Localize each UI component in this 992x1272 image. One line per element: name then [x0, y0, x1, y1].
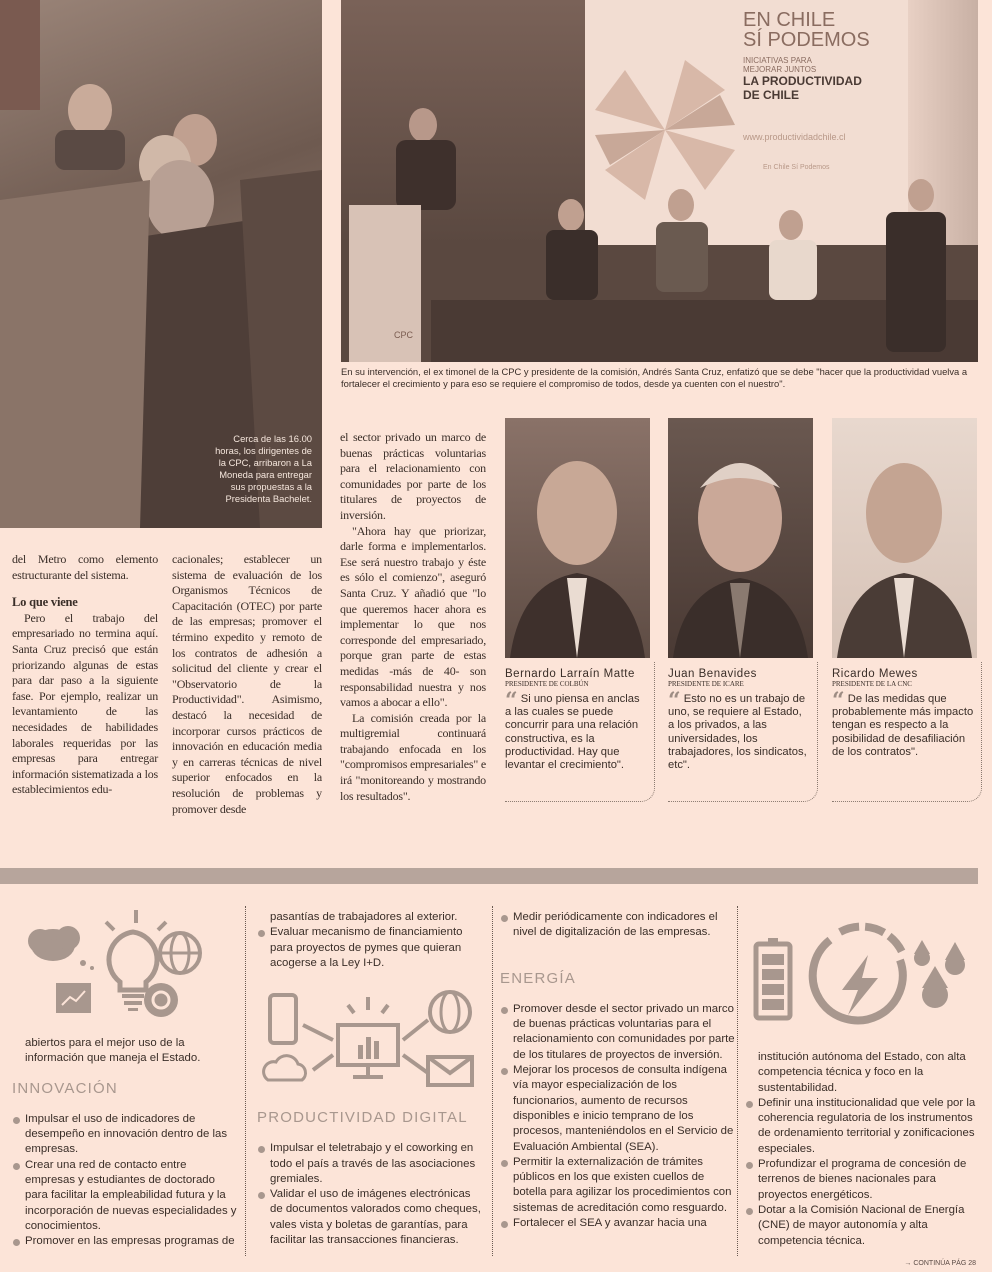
- box-column-3: [500, 910, 735, 1231]
- quote-mark-icon: “: [505, 688, 518, 714]
- quote-name: Bernardo Larraín Matte: [505, 668, 635, 680]
- list-item: Promover desde el sector privado un marco de buenas prácticas voluntarias para el relacionamiento con comunidades por parte de los titulares de proyectos de inversión.: [500, 1002, 735, 1063]
- digital-productivity-icon: [258, 985, 478, 1090]
- photo-productivity-event: [341, 0, 978, 362]
- list-item: Impulsar el teletrabajo y el coworking en todo el país a través de las asociaciones gremiales.: [257, 1141, 482, 1187]
- photo-la-moneda-meeting: [0, 0, 322, 528]
- article-paragraph: del Metro como elemento estructurante del sistema.: [12, 552, 158, 582]
- screen-title-2: SÍ PODEMOS: [743, 29, 870, 51]
- article-column-2: [172, 552, 322, 817]
- screen-sub-2: MEJORAR JUNTOS: [743, 65, 817, 74]
- list-item: Crear una red de contacto entre empresas y estudiantes de doctorado para facilitar la empleabilidad futura y la incorporación de nuevas especialidades y conocimientos.: [12, 1158, 237, 1234]
- panel-people-illustration: [341, 0, 978, 362]
- portrait-ricardo-mewes: [832, 418, 977, 658]
- section-title-productividad-digital: PRODUCTIVIDAD DIGITAL: [257, 1109, 468, 1126]
- article-paragraph: La comisión creada por la multigremial continuará trabajando enfocada en los "compromisos empresariales" e irá "monitoreando y mostrando los resultados".: [340, 710, 486, 803]
- article-column-1: [12, 552, 158, 798]
- list-item: Promover en las empresas programas de: [12, 1234, 237, 1249]
- quote-text: Esto no es un trabajo de uno, se requiere al Estado, a los privados, a las universidades, los trabajadores, los sindicatos, etc".: [668, 693, 807, 772]
- list-item: Profundizar el programa de concesión de terrenos de bienes nacionales para proyectos energéticos.: [745, 1157, 977, 1203]
- list-item: Mejorar los procesos de consulta indígena vía mayor especialización de los funcionarios, aumento de recursos disponibles e inicio temprano de los procesos, manteniéndolos en el Servicio de Evaluación Ambiental (SEA).: [500, 1063, 735, 1155]
- quote-box-benavides: [668, 662, 818, 802]
- podium-logo: CPC: [393, 330, 413, 340]
- screen-url: www.productividadchile.cl: [743, 132, 846, 142]
- portrait-bernardo-larrain: [505, 418, 650, 658]
- column-divider: [492, 906, 493, 1256]
- photo-left-caption: Cerca de las 16.00 horas, los dirigentes de la CPC, arribaron a La Moneda para entregar sus propuestas a la Presidenta Bachelet.: [215, 433, 312, 504]
- photo-main-caption: En su intervención, el ex timonel de la CPC y presidente de la comisión, Andrés Santa Cruz, enfatizó que se debe "hacer que la productividad vuelva a fortalecer el crecimiento y para eso se requiere el compromiso de todos, desde ya cuenten con el nuestro".: [341, 366, 968, 389]
- list-item: Evaluar mecanismo de financiamiento para proyectos de pymes que quieran acogerse a la Ley I+D.: [257, 925, 482, 971]
- quote-role: PRESIDENTE DE LA CNC: [832, 680, 912, 688]
- quote-role: PRESIDENTE DE COLBÚN: [505, 680, 589, 688]
- quote-mark-icon: “: [668, 688, 681, 714]
- article-paragraph: Pero el trabajo del empresariado no termina aquí. Santa Cruz precisó que están priorizando algunas de estas para dar paso a la siguiente fase. Por ejemplo, realizar un levantamiento de las necesidades de habilidades laborales requeridas por las empresas para entregar información sistematizada a los establecimientos edu-: [12, 610, 158, 797]
- column-divider: [737, 906, 738, 1256]
- screen-sub-3: LA PRODUCTIVIDAD: [743, 74, 862, 88]
- quote-box-larrain: [505, 662, 655, 802]
- continue-page-link[interactable]: → CONTINÚA PÁG 28: [904, 1260, 976, 1267]
- podium: [349, 205, 421, 362]
- article-paragraph: "Ahora hay que priorizar, darle forma e implementarlos. Ese será nuestro trabajo y éste es sólo el comienzo", aseguró Santa Cruz. Y añadió que "lo que queremos hacer ahora es implementar lo que nos corresponde del empresariado, porque gran parte de estas medidas -más de 40- son responsabilidad nuestra y nos vamos a abocar a ello".: [340, 523, 486, 710]
- portrait-juan-benavides: [668, 418, 813, 658]
- screen-sub-1: INICIATIVAS PARA: [743, 56, 812, 65]
- box-column-2-lower: [257, 1096, 482, 1248]
- quote-name: Juan Benavides: [668, 668, 757, 680]
- box-column-4: [745, 1050, 977, 1249]
- box-column-1: [12, 1036, 237, 1250]
- list-item: Validar el uso de imágenes electrónicas de documentos valorados como cheques, vales vista y boletas de garantías, para facilitar las transacciones financieras.: [257, 1187, 482, 1248]
- list-item: Permitir la externalización de trámites públicos en los que existen cuellos de botella para agilizar los procedimientos con sistemas de acreditación como resguardo.: [500, 1155, 735, 1216]
- list-item: Definir una institucionalidad que vele por la coherencia regulatoria de los instrumentos de ordenamiento territorial y zonificaciones especiales.: [745, 1096, 977, 1157]
- list-item: Impulsar el uso de indicadores de desempeño en innovación dentro de las empresas.: [12, 1112, 237, 1158]
- section-divider-bar: [0, 868, 978, 884]
- article-column-3: [340, 430, 486, 804]
- quote-mark-icon: “: [832, 688, 845, 714]
- list-item: Fortalecer el SEA y avanzar hacia una: [500, 1216, 735, 1231]
- article-paragraph: cacionales; establecer un sistema de evaluación de los Organismos Técnicos de Capacitación (OTEC) por parte de las empresas; promover el término expedito y remoto de los contratos de adhesión a solicitud del cliente y crear el "Observatorio de la Productividad". Asimismo, destacó la necesidad de incorporar cursos prácticos de innovación en educación media y en carreras técnicas de nivel superior enfocados en la resolución de problemas y promover desde: [172, 552, 322, 816]
- box-text: institución autónoma del Estado, con alta competencia técnica y foco en la sustentabilidad.: [758, 1051, 966, 1094]
- quote-role: PRESIDENTE DE ICARE: [668, 680, 744, 688]
- section-title-energia: ENERGÍA: [500, 969, 576, 987]
- column-divider: [245, 906, 246, 1256]
- box-text: abiertos para el mejor uso de la información que maneja el Estado.: [25, 1037, 201, 1065]
- quote-text: De las medidas que probablemente más impacto tengan es respecto a la posibilidad de desafiliación de los contratos".: [832, 693, 974, 758]
- box-text: pasantías de trabajadores al exterior.: [270, 911, 458, 923]
- list-item: Dotar a la Comisión Nacional de Energía (CNE) de mayor autonomía y alta competencia técnica.: [745, 1203, 977, 1249]
- energy-battery-lightning-icon: [750, 910, 980, 1030]
- quote-box-mewes: [832, 662, 982, 802]
- article-paragraph: el sector privado un marco de buenas prácticas voluntarias para el relacionamiento con comunidades por parte de los titulares de proyectos de inversión.: [340, 430, 486, 522]
- list-item: Medir periódicamente con indicadores el nivel de digitalización de las empresas.: [500, 910, 735, 941]
- screen-social: En Chile Sí Podemos: [763, 164, 830, 171]
- quote-name: Ricardo Mewes: [832, 668, 918, 680]
- section-title-innovacion: INNOVACIÓN: [12, 1079, 118, 1097]
- innovation-lightbulb-icon: [18, 905, 208, 1020]
- screen-title-1: EN CHILE: [743, 9, 836, 31]
- box-column-2: [257, 910, 482, 971]
- quote-text: Si uno piensa en anclas a las cuales se puede concurrir para una relación constructiva, es la productividad. Hay que levantar el crecimiento".: [505, 693, 640, 772]
- screen-sub-4: DE CHILE: [743, 88, 800, 102]
- article-subhead: Lo que viene: [12, 595, 78, 610]
